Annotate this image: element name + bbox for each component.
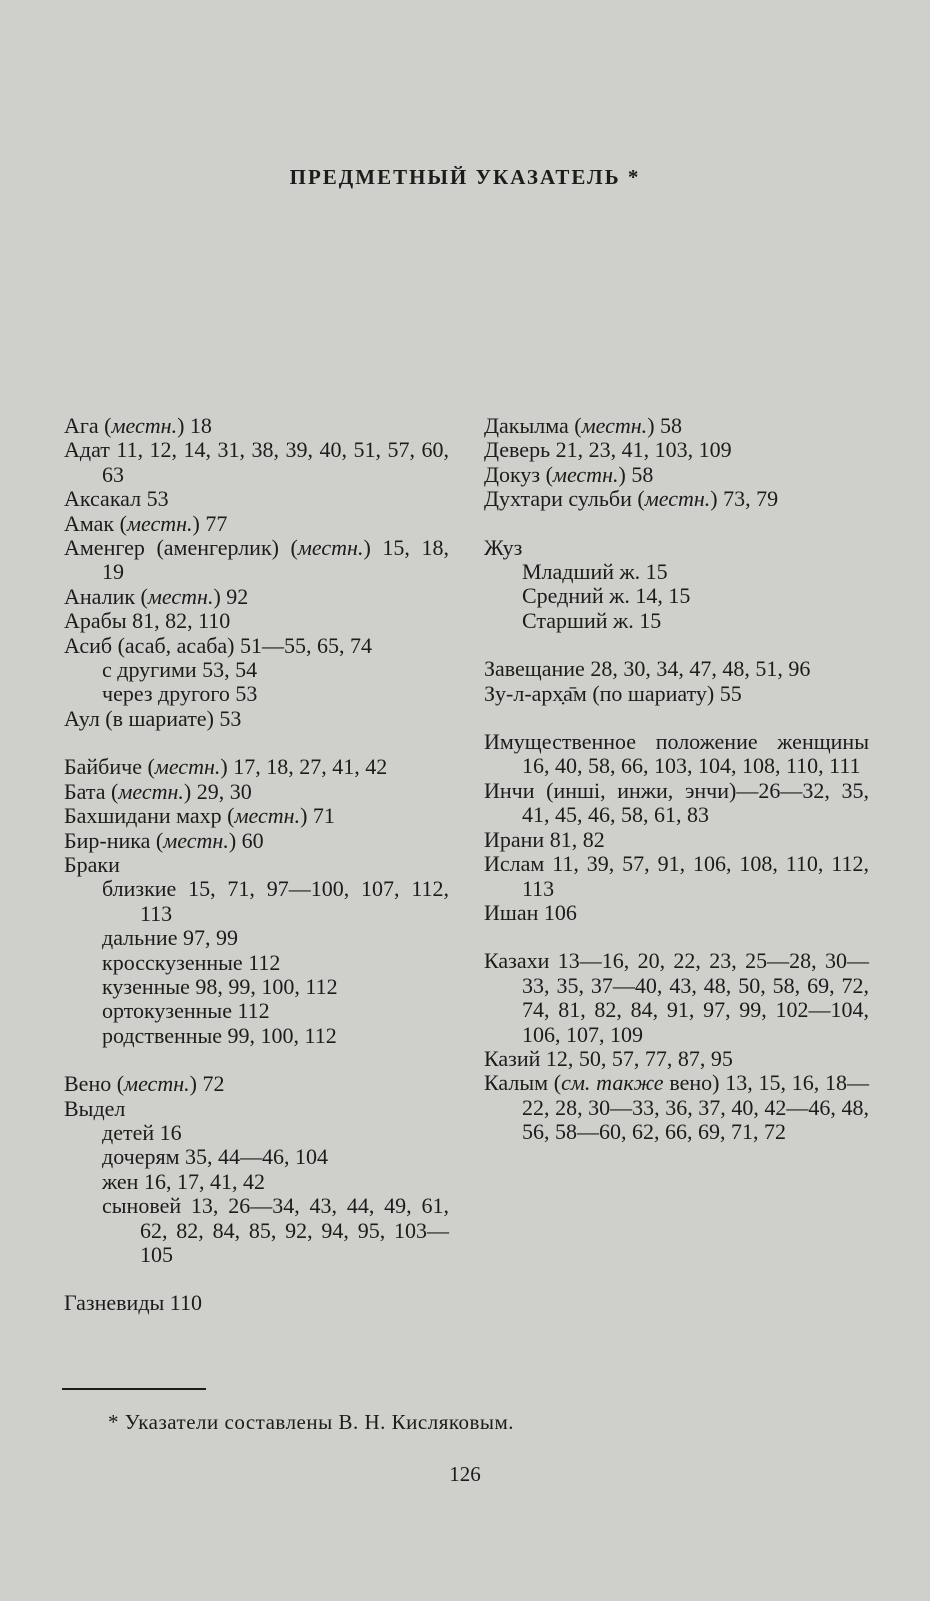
letter-group-gap [484,925,869,949]
index-entry: Докуз (местн.) 58 [484,461,654,487]
index-subentry: сыновей 13, 26—34, 43, 44, 49, 61, 62, 82, 84, 85, 92, 94, 95, 103—105 [102,1193,449,1267]
index-subentry: ортокузенные 112 [102,998,270,1024]
page-number: 126 [449,1462,481,1486]
index-subentry: родственные 99, 100, 112 [102,1022,337,1048]
index-entry: Браки [64,851,120,877]
index-subentry: кросскузенные 112 [102,949,281,975]
index-subentry: дочерям 35, 44—46, 104 [102,1144,328,1170]
index-column-right [484,414,869,1145]
footnote: * Указатели составлены В. Н. Кисляковым. [108,1410,515,1434]
index-entry: Ислам 11, 39, 57, 91, 106, 108, 110, 112, 113 [484,851,869,901]
page-title: ПРЕДМЕТНЫЙ УКАЗАТЕЛЬ * [289,165,641,189]
index-entry: Зу-л-арх̣а̄м (по шариату) 55 [484,680,742,706]
index-entry: Инчи (иншi, инжи, энчи)—26—32, 35, 41, 45, 46, 58, 61, 83 [484,777,869,828]
letter-group-gap [64,1267,449,1291]
index-column-left [64,414,449,1316]
index-entry: Ага (местн.) 18 [64,413,212,438]
index-entry: Деверь 21, 23, 41, 103, 109 [484,437,732,463]
index-subentry: через другого 53 [102,681,258,707]
index-entry: Ишан 106 [484,899,577,925]
letter-group-gap [64,731,449,755]
index-subentry: с другими 53, 54 [102,657,258,683]
index-subentry: Младший ж. 15 [522,559,668,585]
index-entry: Жуз [484,534,523,560]
index-entry: Газневиды 110 [64,1290,202,1316]
index-entry: Выдел [64,1095,126,1121]
index-entry: Казий 12, 50, 57, 77, 87, 95 [484,1045,733,1071]
index-entry: Арабы 81, 82, 110 [64,608,231,634]
index-entry: Аменгер (аменгерлик) (местн.) 15, 18, 19 [64,535,449,585]
index-subentry: кузенные 98, 99, 100, 112 [102,973,338,999]
index-subentry: близкие 15, 71, 97—100, 107, 112, 113 [102,876,449,926]
index-subentry: жен 16, 17, 41, 42 [102,1168,265,1194]
index-entry: Байбиче (местн.) 17, 18, 27, 41, 42 [64,754,388,780]
letter-group-gap [64,1048,449,1072]
index-subentry: Старший ж. 15 [522,607,662,633]
index-entry: Вено (местн.) 72 [64,1071,225,1097]
index-entry: Асиб (асаб, асаба) 51—55, 65, 74 [64,632,372,658]
letter-group-gap [484,633,869,657]
index-entry: Духтари сульби (местн.) 73, 79 [484,486,779,512]
index-entry: Аналик (местн.) 92 [64,583,249,609]
index-entry: Бата (местн.) 29, 30 [64,778,252,804]
letter-group-gap [484,706,869,730]
letter-group-gap [484,512,869,536]
index-entry: Амак (местн.) 77 [64,510,228,536]
index-entry: Аул (в шариате) 53 [64,705,242,731]
index-entry: Завещание 28, 30, 34, 47, 48, 51, 96 [484,656,811,682]
index-entry: Ирани 81, 82 [484,826,605,852]
index-subentry: Средний ж. 14, 15 [522,583,691,609]
index-subentry: дальние 97, 99 [102,925,238,951]
index-entry: Бир-ника (местн.) 60 [64,827,264,853]
index-entry: Казахи 13—16, 20, 22, 23, 25—28, 30—33, 35, 37—40, 43, 48, 50, 58, 69, 72, 74, 81, 82, 84, 91, 97, 99, 102—104, 106, 107, 109 [484,948,869,1047]
index-entry: Бахшидани махр (местн.) 71 [64,803,335,829]
index-entry: Дакылма (местн.) 58 [484,413,683,438]
index-entry: Адат 11, 12, 14, 31, 38, 39, 40, 51, 57, 60, 63 [64,437,449,487]
footnote-divider [62,1388,206,1390]
index-entry: Калым (см. также вено) 13, 15, 16, 18—22, 28, 30—33, 36, 37, 40, 42—46, 48, 56, 58—60, 62, 66, 69, 71, 72 [484,1070,869,1145]
index-subentry: детей 16 [102,1119,182,1145]
index-entry: Аксакал 53 [64,486,169,512]
index-entry: Имущественное положение женщины 16, 40, 58, 66, 103, 104, 108, 110, 111 [484,729,869,779]
